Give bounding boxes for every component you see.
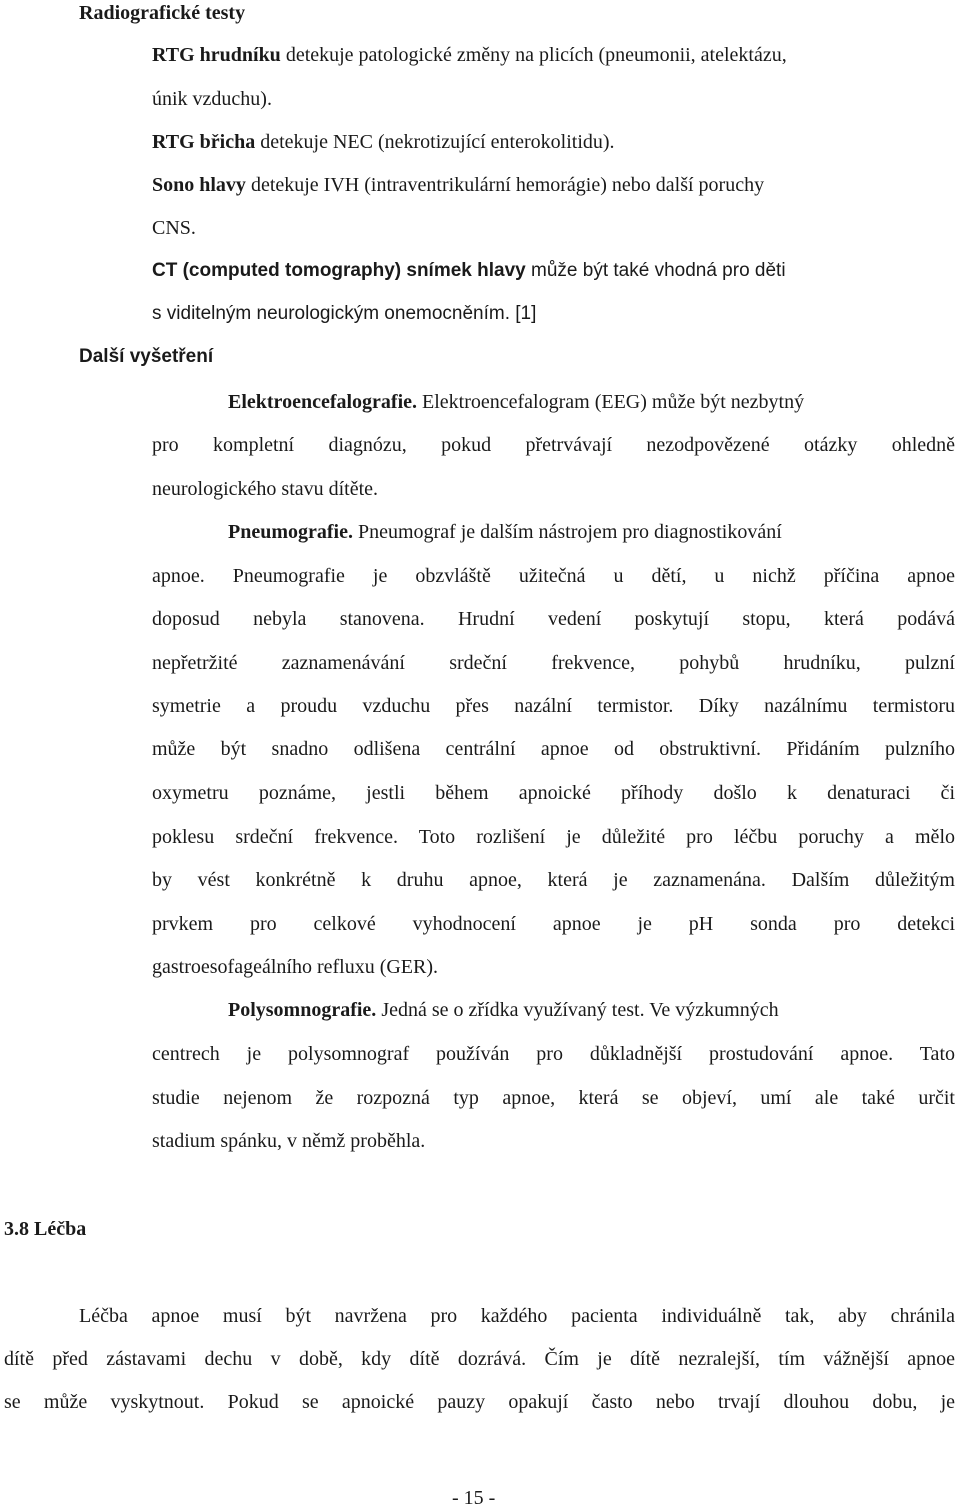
paragraph-line: se může vyskytnout. Pokud se apnoické pauzy opakují často nebo trvají dlouhou dobu, je <box>4 1391 955 1413</box>
section-heading-dalsi-vysetreni: Další vyšetření <box>79 346 214 367</box>
paragraph-line: stadium spánku, v němž proběhla. <box>152 1130 426 1152</box>
paragraph-line <box>228 519 782 545</box>
paragraph-line <box>152 172 764 198</box>
paragraph-line: neurologického stavu dítěte. <box>152 478 379 500</box>
paragraph-line: nepřetržité zaznamenávání srdeční frekvence, pohybů hrudníku, pulzní <box>152 652 955 674</box>
line-text: detekuje IVH (intraventrikulární hemorágie) nebo další poruchy <box>245 174 765 196</box>
line-text: Elektroencefalogram (EEG) může být nezbytný <box>417 391 805 413</box>
page-number: - 15 - <box>452 1487 496 1509</box>
line-text: Pneumograf je dalším nástrojem pro diagnostikování <box>352 521 782 543</box>
line-text: Jedná se o zřídka využívaný test. Ve výzkumných <box>376 999 779 1021</box>
paragraph-line: dítě před zástavami dechu v době, kdy dítě dozrává. Čím je dítě nezralejší, tím vážnější apnoe <box>4 1348 955 1370</box>
paragraph-line: CNS. <box>152 217 196 239</box>
line-text: může být také vhodná pro děti <box>525 260 786 281</box>
paragraph-line <box>152 42 787 68</box>
term-pneumografie: Pneumografie. <box>228 521 353 543</box>
section-heading-radiograficke: Radiografické testy <box>79 2 246 24</box>
paragraph-line: poklesu srdeční frekvence. Toto rozlišení je důležité pro léčbu poruchy a mělo <box>152 826 955 848</box>
line-text: detekuje patologické změny na plicích (pneumonii, atelektázu, <box>280 44 787 66</box>
term-polysomnografie: Polysomnografie. <box>228 999 377 1021</box>
paragraph-line: únik vzduchu). <box>152 88 272 110</box>
section-heading-lecba: 3.8 Léčba <box>4 1218 87 1240</box>
paragraph-line: doposud nebyla stanovena. Hrudní vedení poskytují stopu, která podává <box>152 608 955 630</box>
term-sono-hlavy: Sono hlavy <box>152 174 246 196</box>
paragraph-line <box>228 997 779 1023</box>
paragraph-line: studie nejenom že rozpozná typ apnoe, která se objeví, umí ale také určit <box>152 1087 955 1109</box>
term-ct: CT (computed tomography) snímek hlavy <box>152 260 526 281</box>
term-rtg-bricha: RTG břicha <box>152 131 256 153</box>
paragraph-line: by vést konkrétně k druhu apnoe, která je zaznamenána. Dalším důležitým <box>152 869 955 891</box>
paragraph-line: Léčba apnoe musí být navržena pro každého pacienta individuálně tak, aby chránila <box>79 1305 955 1327</box>
term-eeg: Elektroencefalografie. <box>228 391 418 413</box>
paragraph-line: oxymetru poznáme, jestli během apnoické příhody došlo k denaturaci či <box>152 782 955 804</box>
paragraph-line <box>152 129 615 155</box>
paragraph-line: prvkem pro celkové vyhodnocení apnoe je pH sonda pro detekci <box>152 913 955 935</box>
paragraph-line <box>152 258 786 284</box>
paragraph-line: apnoe. Pneumografie je obzvláště užitečná u dětí, u nichž příčina apnoe <box>152 565 955 587</box>
paragraph-line: s viditelným neurologickým onemocněním. [1] <box>152 303 537 324</box>
paragraph-line: symetrie a proudu vzduchu přes nazální termistor. Díky nazálnímu termistoru <box>152 695 955 717</box>
paragraph-line: centrech je polysomnograf používán pro důkladnější prostudování apnoe. Tato <box>152 1043 955 1065</box>
paragraph-line: pro kompletní diagnózu, pokud přetrvávají nezodpovězené otázky ohledně <box>152 434 955 456</box>
paragraph-line <box>228 389 804 415</box>
paragraph-line: gastroesofageálního refluxu (GER). <box>152 956 439 978</box>
paragraph-line: může být snadno odlišena centrální apnoe od obstruktivní. Přidáním pulzního <box>152 738 955 760</box>
line-text: detekuje NEC (nekrotizující enterokolitidu). <box>255 131 615 153</box>
term-rtg-hrudniku: RTG hrudníku <box>152 44 281 66</box>
